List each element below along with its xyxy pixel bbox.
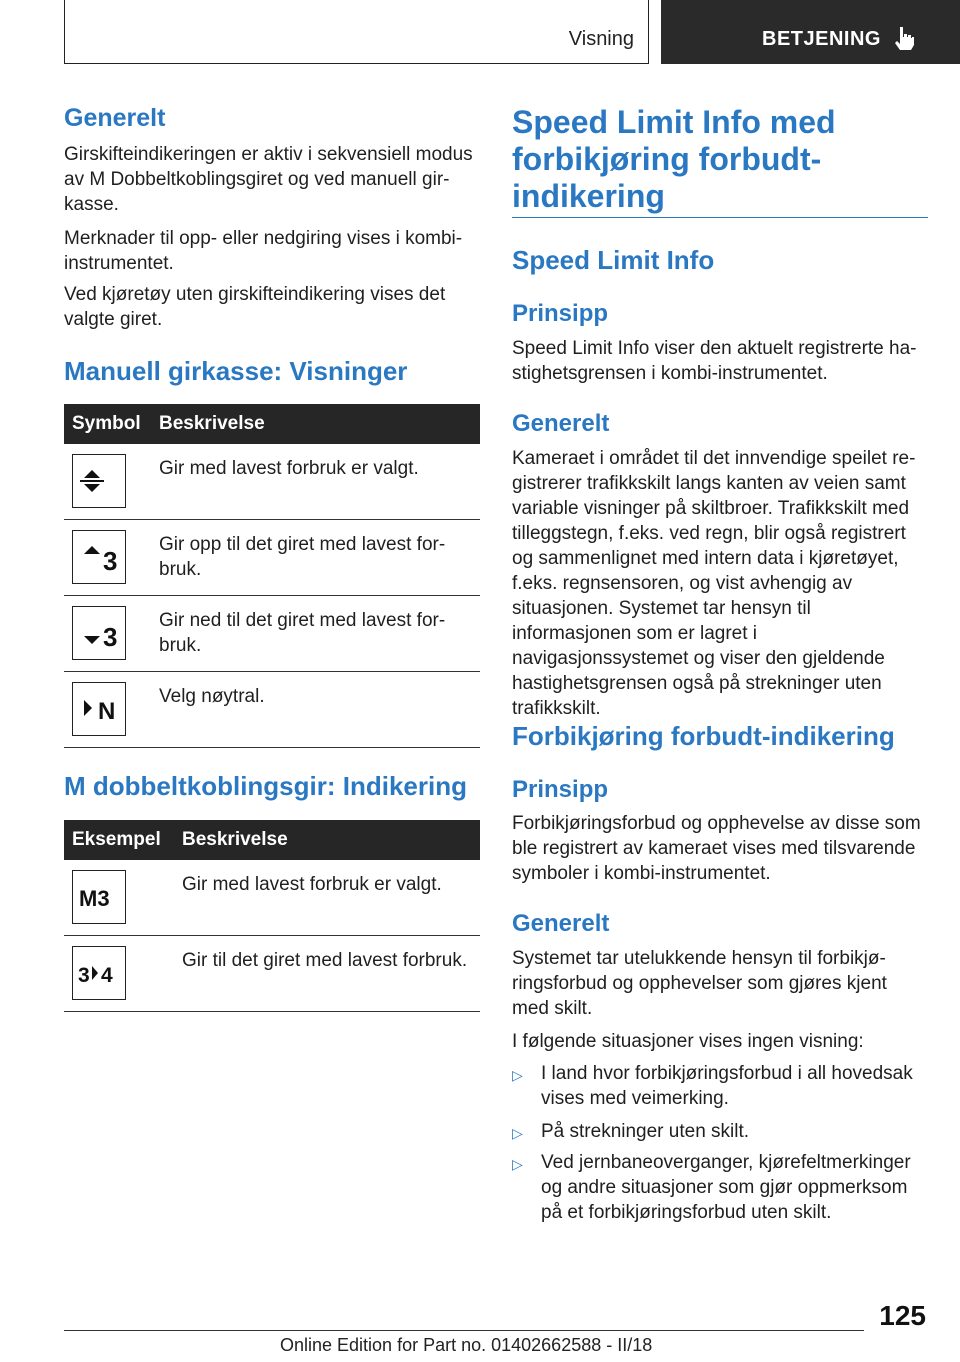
heading-generelt-2: Generelt (512, 910, 610, 937)
section-title-line-2: forbikjøring forbudt- (512, 141, 822, 177)
list-item-text: På strekninger uten skilt. (541, 1121, 750, 1142)
heading-m-dct: M dobbeltkoblingsgir: Indikering (64, 771, 467, 801)
m3-icon (72, 870, 126, 924)
list-item-text: I land hvor forbikjøringsforbud i all hovedsak vises med veimerking. (541, 1063, 913, 1109)
heading-prinsipp-1: Prinsipp (512, 300, 609, 327)
footer-rule (64, 1330, 864, 1331)
section-title-line-3: indikering (512, 178, 665, 214)
list-item-text: Ved jernbaneoverganger, kjørefeltmerkinger og andre situasjoner som gjør oppmerksom på et forbikjøringsforbud uten skilt. (541, 1152, 911, 1223)
paragraph-prinsipp-2: Forbikjøringsforbud og opphevelse av disse som ble registrert av kameraet vises med tilsvarende symboler i kombi-instrumentet. (512, 813, 921, 884)
bullet-triangle-icon: ▷ (512, 1156, 523, 1172)
table-row (64, 860, 480, 936)
row-description: Gir med lavest forbruk er valgt. (159, 458, 419, 479)
page-number: 125 (879, 1300, 926, 1331)
pointing-hand-icon (894, 26, 916, 55)
heading-generelt-1: Generelt (512, 410, 610, 437)
downshift-3-icon (72, 606, 126, 660)
heading-manual-gearbox: Manuell girkasse: Visninger (64, 356, 408, 386)
paragraph-no-indicator: Ved kjøretøy uten girskifteindikering vises det valgte giret. (64, 284, 446, 330)
header-section-title: Visning (568, 28, 634, 50)
section-title-line-1: Speed Limit Info med (512, 104, 836, 140)
dct-indicator-table (64, 820, 480, 1012)
paragraph-generelt-1: Kameraet i området til det innvendige speilet registrerer trafikkskilt langs kanten av veien samt variable visninger på skiltbroer. Trafikkskilt med tilleggstegn, f.eks. ved regn, blir også registrert og sammenlignet med intern data i kjøretøyet, f.eks. regnsensoren, og vist avhengig av situasjonen. Systemet tar hensyn til informasjonen som er lagret i navigasjonssystemet og viser den gjeldende hastighetsgrensen også på strekninger uten trafikkskilt. (512, 448, 916, 719)
heading-generelt: Generelt (64, 104, 166, 132)
svg-text:3: 3 (103, 622, 118, 652)
svg-text:N: N (98, 698, 116, 725)
paragraph-prinsipp-1: Speed Limit Info viser den aktuelt registrerte hastighetsgrensen i kombi-instrumentet. (512, 338, 917, 384)
column-header-symbol: Symbol (72, 413, 141, 434)
heading-speed-limit-info: Speed Limit Info (512, 245, 715, 275)
svg-text:3: 3 (78, 964, 90, 987)
row-description: Velg nøytral. (159, 686, 265, 707)
column-header-description: Beskrivelse (182, 829, 288, 850)
table-header (64, 404, 480, 444)
gear-3-to-4-icon (72, 946, 126, 1000)
heading-overtaking-indicator: Forbikjøring forbudt-indikering (512, 721, 895, 751)
table-header (64, 820, 480, 860)
table-row (64, 520, 480, 596)
row-description: Gir med lavest forbruk er valgt. (182, 874, 442, 895)
column-header-description: Beskrivelse (159, 413, 265, 434)
bullet-triangle-icon: ▷ (512, 1067, 523, 1083)
upshift-3-icon (72, 530, 126, 584)
paragraph-generelt-2b: I følgende situasjoner vises ingen visning: (512, 1031, 864, 1052)
title-underline (512, 217, 928, 218)
row-description: Gir opp til det giret med lavest forbruk. (159, 534, 446, 580)
paragraph-hints: Merknader til opp- eller nedgiring vises i kombiinstrumentet. (64, 228, 463, 274)
header-chapter-title: BETJENING (762, 28, 881, 50)
heading-prinsipp-2: Prinsipp (512, 776, 609, 803)
svg-text:M3: M3 (79, 886, 110, 911)
paragraph-generelt-2a: Systemet tar utelukkende hensyn til forbikjøringsforbud og opphevelser som gjøres kjent med skilt. (512, 948, 887, 1019)
row-description: Gir til det giret med lavest forbruk. (182, 950, 468, 971)
updown-gear-icon (72, 454, 126, 508)
table-row (64, 444, 480, 520)
table-row (64, 936, 480, 1012)
row-description: Gir ned til det giret med lavest forbruk. (159, 610, 446, 656)
column-header-example: Eksempel (72, 829, 161, 850)
table-row (64, 672, 480, 748)
manual-gear-table (64, 404, 480, 748)
header-section-box (64, 0, 649, 64)
header-chapter-tab (661, 0, 960, 64)
table-row (64, 596, 480, 672)
svg-text:4: 4 (101, 964, 113, 987)
neutral-n-icon (72, 682, 126, 736)
section-title (512, 104, 932, 215)
footer-edition: Online Edition for Part no. 01402662588 - II/18 (280, 1335, 653, 1355)
bullet-triangle-icon: ▷ (512, 1125, 523, 1141)
svg-text:3: 3 (103, 546, 118, 576)
paragraph-intro: Girskifteindikeringen er aktiv i sekvensiell modus av M Dobbeltkoblingsgiret og ved manuell girkasse. (64, 144, 473, 215)
